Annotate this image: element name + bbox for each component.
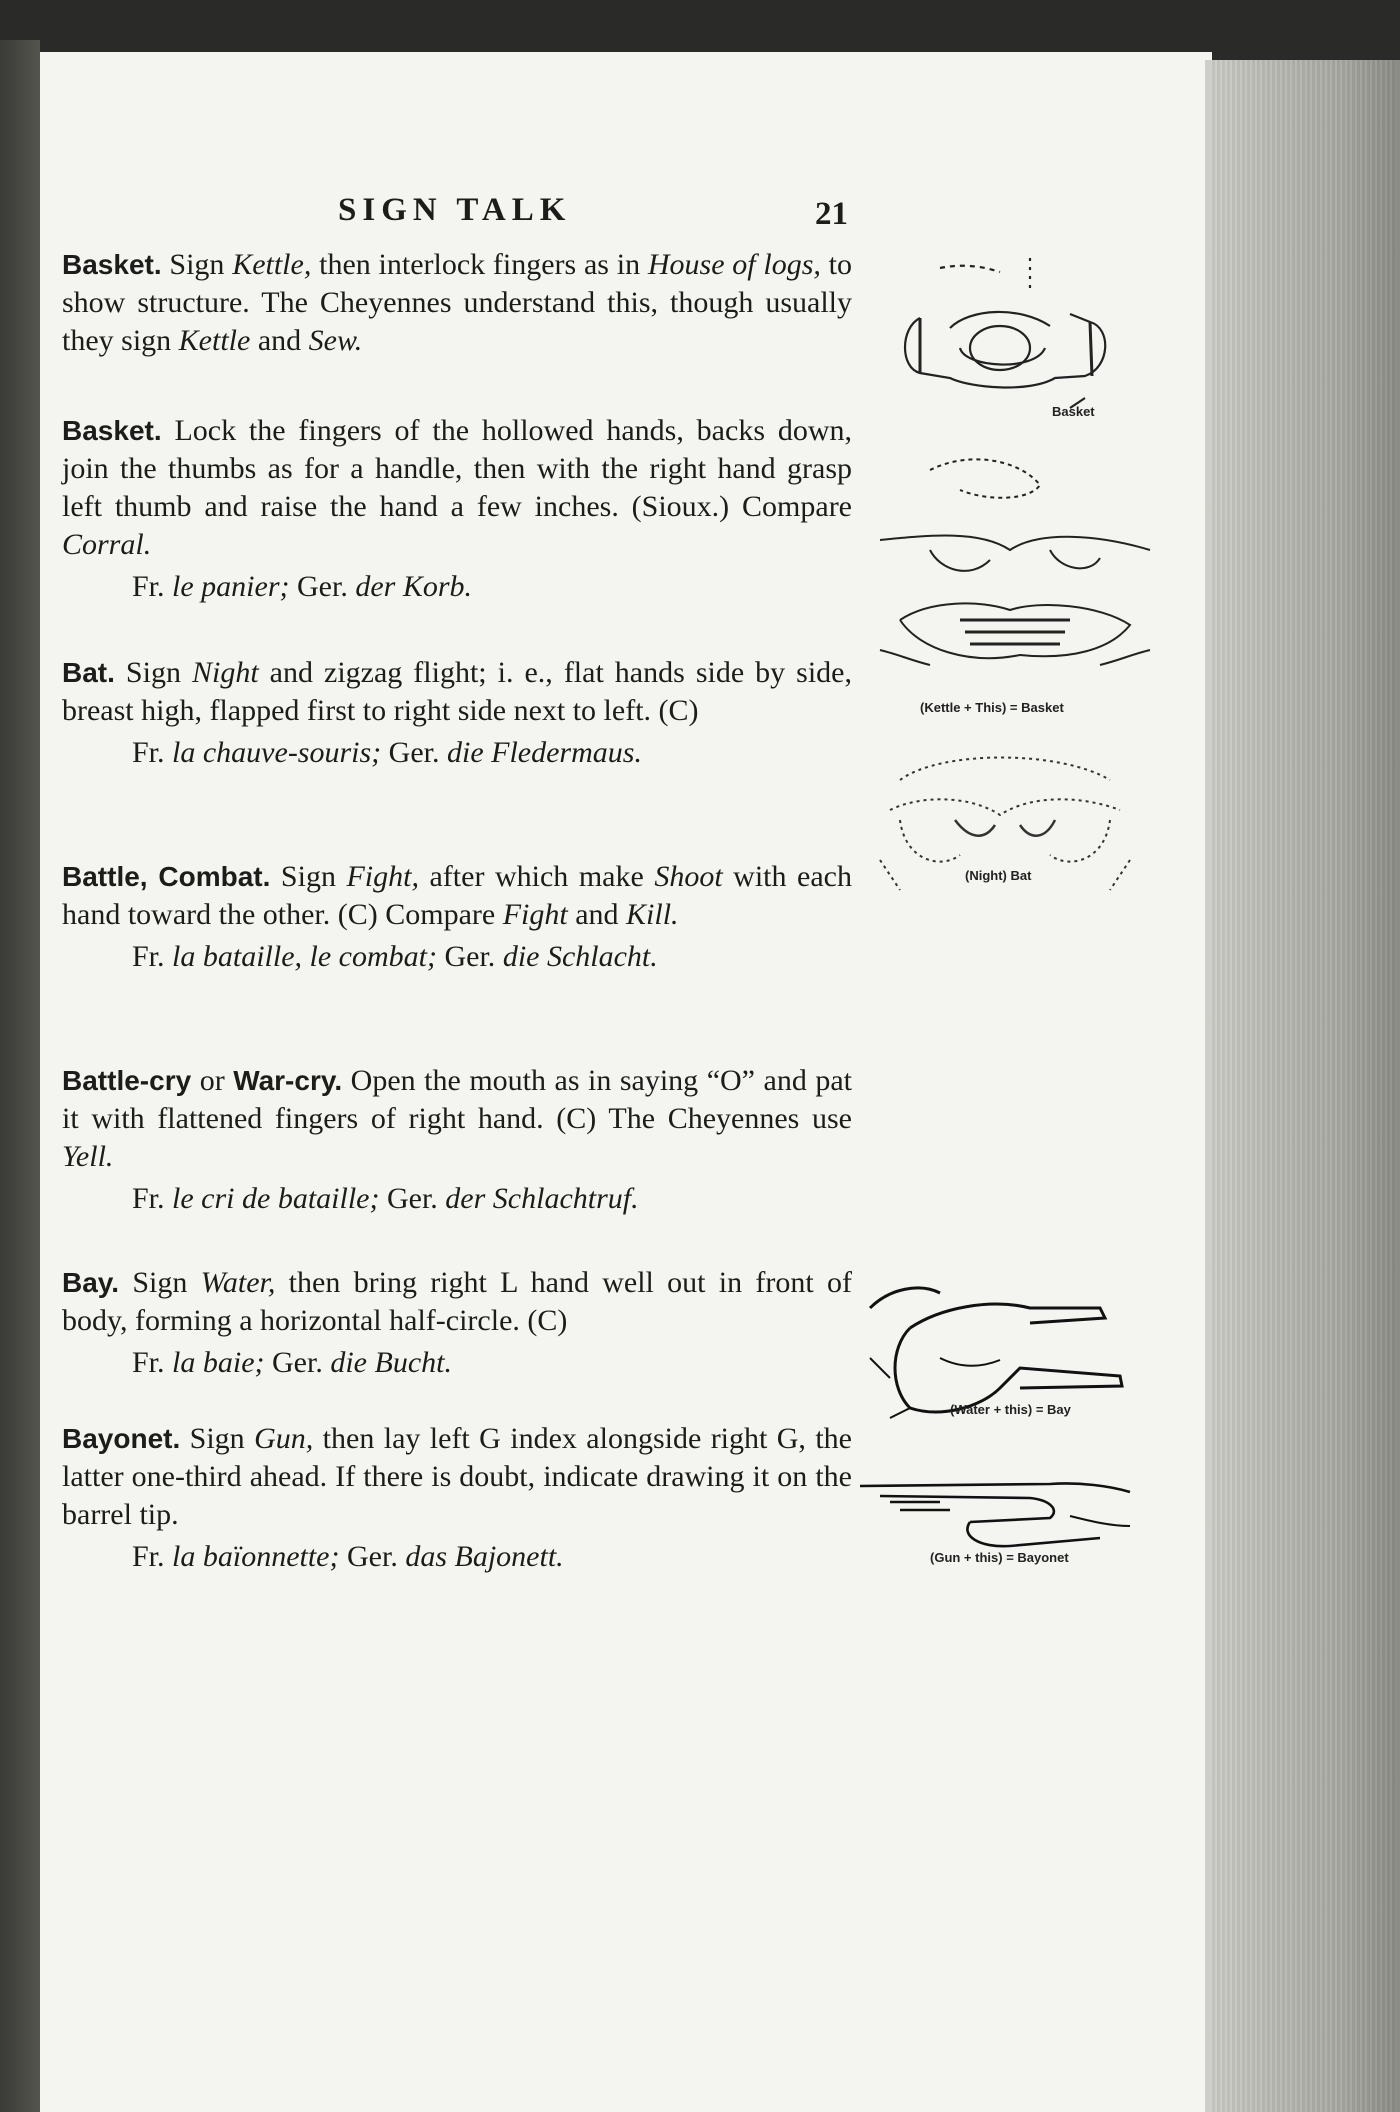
text-segment: die Fledermaus. xyxy=(446,736,642,769)
basket-caption-2: (Kettle + This) = Basket xyxy=(920,700,1064,715)
text-segment: die Bucht. xyxy=(330,1346,452,1379)
entry-bat xyxy=(62,654,852,772)
text-segment: Ger. xyxy=(289,570,356,603)
text-segment: Sign xyxy=(180,1422,255,1455)
headword: Bayonet. xyxy=(62,1423,181,1454)
page-number: 21 xyxy=(815,196,848,232)
headword: War-cry. xyxy=(233,1065,343,1096)
text-segment: Ger. xyxy=(379,1182,446,1215)
text-segment: die Schlacht. xyxy=(502,940,658,973)
text-segment: Kettle xyxy=(178,324,251,357)
text-segment: Fr. xyxy=(132,1540,173,1573)
text-segment: Gun, xyxy=(254,1422,314,1455)
text-segment: then lay left G index alongside right G, the latter one-third ahead. If there is doubt, indicate drawing it on the barrel tip. xyxy=(62,1422,852,1531)
headword-joiner: or xyxy=(191,1064,234,1097)
text-segment: Sign xyxy=(119,1266,201,1299)
text-segment: to show structure. The Cheyennes understand this, though usually they sign xyxy=(62,248,852,357)
text-segment: der Schlachtruf. xyxy=(445,1182,639,1215)
text-segment: then bring right L hand well out in front of body, forming a horizontal half-circle. (C) xyxy=(62,1266,852,1337)
text-segment: Night xyxy=(191,656,259,689)
entry-translation xyxy=(132,1344,852,1382)
text-segment: la baie; xyxy=(172,1346,265,1379)
entry-translation xyxy=(132,568,852,606)
text-segment: House of logs, xyxy=(647,248,821,281)
entry-body xyxy=(62,1264,852,1340)
text-segment: and zigzag flight; i. e., flat hands side by side, breast high, flapped first to right side next to left. (C) xyxy=(62,656,852,727)
running-head: SIGN TALK xyxy=(338,192,572,228)
entry-body xyxy=(62,654,852,730)
entry-translation xyxy=(132,938,852,976)
text-segment: Fr. xyxy=(132,570,173,603)
entry-translation xyxy=(132,1180,852,1218)
headword: Bay. xyxy=(62,1267,120,1298)
text-segment: Sign xyxy=(114,656,192,689)
text-segment: le panier; xyxy=(172,570,290,603)
text-segment: Fr. xyxy=(132,1346,173,1379)
entry-body xyxy=(62,1420,852,1534)
text-segment: Fight xyxy=(502,898,568,931)
text-segment: le cri de bataille; xyxy=(172,1182,380,1215)
headword: Basket. xyxy=(62,415,162,446)
entry-translation xyxy=(132,734,852,772)
text-segment: la baïonnette; xyxy=(172,1540,340,1573)
headword: Battle, Combat. xyxy=(62,861,271,892)
text-segment: Fr. xyxy=(132,1182,173,1215)
text-segment: Fr. xyxy=(132,736,173,769)
bay-illustration xyxy=(850,1268,1140,1438)
bayonet-caption: (Gun + this) = Bayonet xyxy=(930,1550,1069,1565)
entry-body xyxy=(62,858,852,934)
text-segment: Fight, xyxy=(346,860,419,893)
text-segment: Yell. xyxy=(62,1140,114,1173)
text-segment: der Korb. xyxy=(355,570,473,603)
headword: Basket. xyxy=(62,249,162,280)
basket-caption-1: Basket xyxy=(1052,404,1095,419)
text-segment: after which make xyxy=(418,860,655,893)
page-edge-texture xyxy=(1210,60,1395,2112)
headword: Bat. xyxy=(62,657,115,688)
headword: Battle-cry xyxy=(62,1065,192,1096)
entry-bay xyxy=(62,1264,852,1382)
text-segment: Ger. xyxy=(436,940,503,973)
text-segment: and xyxy=(250,324,309,357)
text-segment: la chauve-souris; xyxy=(172,736,382,769)
text-segment: Water, xyxy=(200,1266,276,1299)
text-segment: with each hand toward the other. (C) Compare xyxy=(62,860,852,931)
text-segment: Kettle, xyxy=(232,248,312,281)
basket-locked-hands-illustration xyxy=(870,440,1160,730)
bayonet-illustration xyxy=(850,1456,1140,1586)
entry-basket-1 xyxy=(62,246,852,360)
text-segment: Corral. xyxy=(62,528,152,561)
text-segment: Ger. xyxy=(264,1346,331,1379)
basket-kettle-illustration xyxy=(880,248,1140,428)
text-segment: la bataille, le combat; xyxy=(172,940,437,973)
text-segment: Sign xyxy=(270,860,347,893)
text-segment: Kill. xyxy=(626,898,679,931)
text-segment: Lock the fingers of the hollowed hands, backs down, join the thumbs as for a handle, then with the right hand grasp left thumb and raise the hand a few inches. (Sioux.) Compare xyxy=(62,414,852,523)
entry-body xyxy=(62,1062,852,1176)
entry-body xyxy=(62,412,852,564)
text-segment: Sign xyxy=(161,248,233,281)
entry-battle-cry xyxy=(62,1062,852,1218)
text-segment: Ger. xyxy=(381,736,447,769)
entry-translation xyxy=(132,1538,852,1576)
bay-caption: (Water + this) = Bay xyxy=(950,1402,1071,1417)
text-segment: Ger. xyxy=(339,1540,406,1573)
entry-basket-2 xyxy=(62,412,852,606)
bat-illustration xyxy=(860,740,1150,910)
text-segment: Fr. xyxy=(132,940,173,973)
book-spine xyxy=(0,40,40,2112)
text-segment: das Bajonett. xyxy=(405,1540,564,1573)
text-segment: and xyxy=(567,898,627,931)
bat-caption: (Night) Bat xyxy=(965,868,1032,883)
text-segment: Open the mouth as in saying “O” and pat it with flattened fingers of right hand. (C) The Cheyennes use xyxy=(62,1064,852,1135)
entry-bayonet xyxy=(62,1420,852,1576)
text-segment: Shoot xyxy=(654,860,723,893)
text-segment: then interlock fingers as in xyxy=(311,248,648,281)
entry-body xyxy=(62,246,852,360)
entry-battle xyxy=(62,858,852,976)
text-segment: Sew. xyxy=(308,324,363,357)
